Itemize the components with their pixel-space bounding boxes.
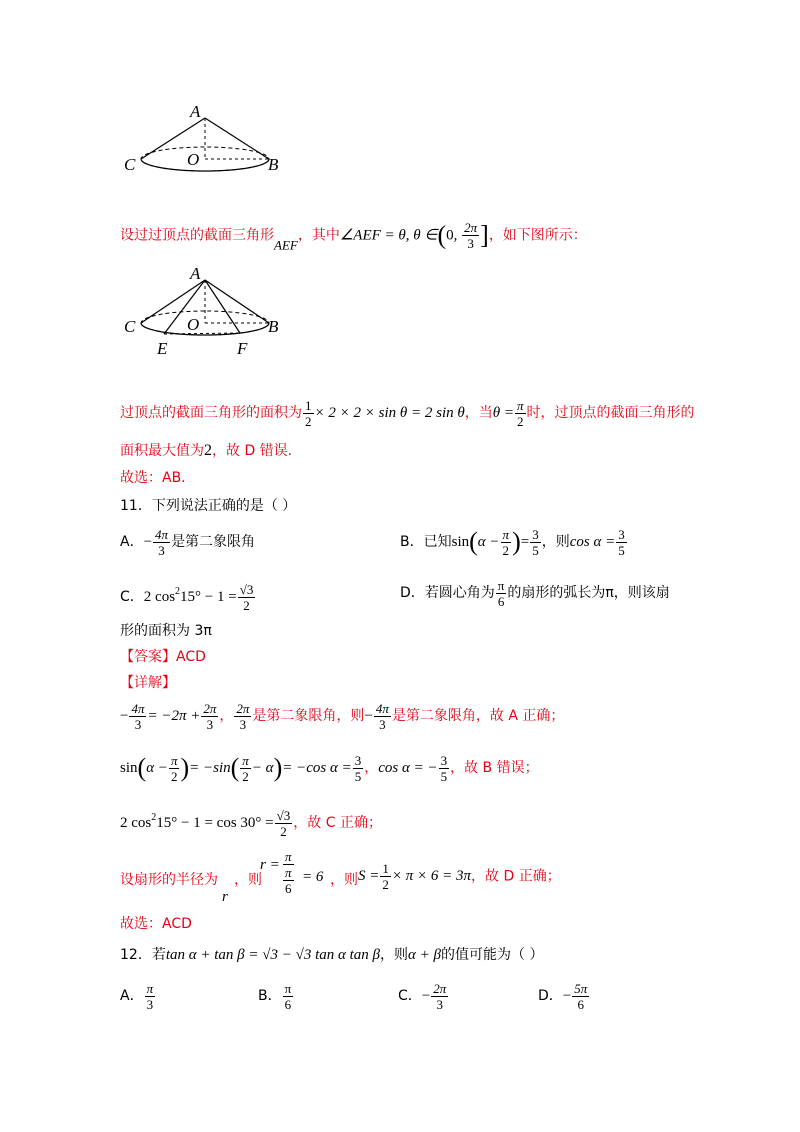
q11-option-d[interactable] (400, 575, 670, 611)
sol-c-num: √3 (276, 807, 291, 823)
option-a-neg: − (143, 534, 153, 550)
cone-base-front (141, 323, 269, 335)
sol-a-eq: = −2π + (147, 708, 201, 724)
max-val: 2 (204, 442, 212, 459)
q11-stem: 11．下列说法正确的是（ ） (120, 498, 297, 514)
q12-b-den: 6 (284, 996, 292, 1012)
pi-num: π (516, 397, 524, 413)
sol-d-tail: ，故 D 正确； (471, 868, 561, 885)
sol-a-n4: 4π (375, 700, 389, 716)
sol-b-sin: sin (120, 760, 138, 776)
label-C: C (124, 317, 136, 336)
solution-b: sin(α − $\frac{\pi}{2}$ )= −sin( $\frac{\pi}{2}$ − α)= −cos α = $\frac{3}{5}$ ，cos α = − $\frac{3}{5}$ ，故 B 错误； (120, 752, 539, 784)
sol-a-d4: 3 (379, 716, 386, 732)
label-B: B (268, 317, 279, 336)
sol-d-six: 6 (285, 881, 292, 896)
option-b-two: 2 (502, 542, 510, 558)
label-F: F (237, 339, 248, 357)
q12-a-den: 3 (146, 996, 154, 1012)
sol-a-neg2: − (364, 708, 373, 724)
q12-tail: ，则 (380, 947, 409, 963)
cone-base-front (141, 159, 269, 171)
sol-b-tail: ，故 B 错误； (450, 760, 539, 776)
area-mid: ，当 (464, 405, 493, 421)
option-b-cos: cos α = (569, 534, 616, 550)
sol-b-d5b: 5 (440, 768, 448, 784)
option-a-text: 是第二象限角 (171, 534, 256, 550)
intro-mid: ，其中 (297, 227, 340, 244)
option-b-pi: π (502, 526, 510, 542)
solution-c (120, 798, 382, 838)
q12-pre: 12．若 (120, 947, 166, 963)
interval-open: 0, (446, 227, 462, 244)
section-cross-section-intro: 设过过顶点的截面三角形AEF，其中∠AEF = θ, θ ∈(0, $\frac{2\pi}{3}$ ]，如下图所示： (120, 220, 587, 253)
interval-upper-den: 3 (467, 236, 474, 251)
option-b-3b: 3 (618, 526, 625, 542)
q12-option-d[interactable] (538, 977, 590, 1015)
option-b-eq: = (520, 534, 530, 550)
sol-c-expr2: 15° − 1 = cos 30° = (156, 815, 274, 831)
option-c-expr: 2 cos (143, 589, 176, 605)
option-b-label: B．已知 (400, 534, 452, 550)
sol-a-d1: 3 (134, 716, 142, 732)
sol-a-n2: 2π (203, 700, 217, 716)
sol-b-n3b: 3 (440, 752, 448, 768)
sol-c-tail: ，故 C 正确； (293, 815, 382, 831)
sol-b-p1: π (170, 752, 178, 768)
label-B: B (268, 155, 279, 174)
sol-d-r-eq: r = (260, 857, 280, 873)
sol-c-expr: 2 cos (120, 815, 152, 831)
sol-d-h2: 2 (382, 877, 389, 892)
answer-label: 【答案】ACD (120, 649, 206, 665)
section-area-formula (120, 396, 695, 430)
label-C: C (124, 155, 136, 174)
sol-b-minus-a: − α (251, 760, 274, 776)
sol-b-eq2: = −cos α = (282, 760, 352, 776)
option-a-den: 3 (158, 542, 165, 558)
sol-a-n3: 2π (236, 700, 250, 716)
sol-d-h1: 1 (382, 861, 389, 876)
q12-option-b[interactable] (258, 977, 294, 1015)
q12-sum: α + β (408, 947, 441, 963)
sol-a-d3: 3 (239, 716, 247, 732)
sol-d-expr: × π × 6 = 3π (391, 868, 472, 884)
q12-b-label: B． (258, 988, 282, 1004)
sol-d-then2: ，则 (330, 872, 358, 888)
option-c-sup: 2 (175, 586, 181, 597)
option-d-text: 的扇形的弧长为π，则该扇 (507, 585, 670, 601)
option-c-num: √3 (239, 581, 254, 597)
q12-c-num: 2π (433, 980, 447, 996)
solution-a (120, 697, 564, 735)
q12-c-label: C． (398, 988, 422, 1004)
option-c-expr2: 15° − 1 = (180, 589, 237, 605)
q12-stem (120, 943, 543, 967)
area-tail: 时，过顶点的截面三角形的 (526, 405, 695, 421)
sol-a-neg: − (120, 708, 129, 724)
sol-d-then: ，则 (234, 872, 262, 888)
sol-b-d5: 5 (354, 768, 362, 784)
q12-expr: tan α + tan β = √3 − √3 tan α tan β (165, 947, 381, 963)
half-den: 2 (305, 413, 312, 429)
sol-a-t1: 是第二象限角，则 (252, 708, 365, 724)
theta-eq: θ = (492, 405, 514, 421)
option-a-label: A． (120, 534, 144, 550)
sol-d-r: r (222, 889, 228, 905)
sol-a-d2: 3 (206, 716, 214, 732)
pi-den: 2 (516, 413, 524, 429)
cone-right-edge (205, 280, 269, 323)
q12-option-a[interactable] (120, 977, 156, 1015)
label-O: O (187, 150, 200, 169)
cone-figure-2 (120, 262, 290, 357)
label-A: A (190, 102, 201, 121)
max-pre: 面积最大值为 (120, 443, 204, 459)
intro-text: 设过过顶点的截面三角形 (120, 227, 274, 244)
sol-d-pi2: π (285, 865, 292, 880)
sol-b-n3: 3 (354, 752, 362, 768)
q11-option-b[interactable]: B．已知sin(α − $\frac{\pi}{2}$ )= $\frac{3}{5}$ ，则cos α = $\frac{3}{5}$ (400, 526, 625, 558)
label-A: A (190, 264, 201, 283)
option-b-alpha: α − (477, 534, 500, 550)
q11-option-a[interactable] (120, 524, 255, 560)
sol-b-t2: 2 (242, 768, 249, 784)
option-d-label: D．若圆心角为 (400, 585, 495, 601)
triangle-subscript: AEF (274, 237, 298, 253)
half-num: 1 (305, 397, 312, 413)
q12-a-num: π (146, 980, 154, 996)
final-choice-11: 故选：ACD (120, 916, 192, 932)
sol-b-eq1: = −sin (189, 760, 231, 776)
section-choice-10: 故选：AB. (120, 470, 186, 486)
cone-right-edge (205, 118, 269, 159)
label-E: E (157, 339, 168, 357)
q12-d-neg: − (562, 988, 572, 1004)
sol-c-sup: 2 (151, 812, 157, 823)
detail-label: 【详解】 (120, 675, 176, 691)
option-c-label: C． (120, 589, 144, 605)
option-b-3: 3 (532, 526, 539, 542)
max-tail: ，故 D 错误. (212, 443, 293, 459)
q12-b-num: π (284, 980, 292, 996)
label-O: O (187, 315, 200, 334)
option-b-sin: sin (451, 534, 470, 550)
q12-c-den: 3 (436, 996, 443, 1012)
option-b-5: 5 (532, 542, 539, 558)
area-expr: × 2 × 2 × sin θ = 2 sin θ (314, 405, 465, 421)
sol-d-pi1: π (285, 849, 292, 864)
q12-d-den: 6 (577, 996, 584, 1012)
q11-option-c[interactable] (120, 573, 256, 611)
sol-d-eq6: = 6 (302, 869, 324, 885)
sol-b-p2: π (242, 752, 249, 768)
option-a-num: 4π (155, 526, 169, 542)
interval-upper-num: 2π (464, 220, 478, 235)
q12-d-label: D． (538, 988, 563, 1004)
section-max-area (120, 440, 292, 462)
sol-a-n1: 4π (131, 700, 145, 716)
sol-a-t2: 是第二象限角，故 A 正确； (391, 708, 565, 724)
sol-b-alpha: α − (146, 760, 168, 776)
option-d-six: 6 (497, 593, 505, 609)
sol-b-comma: ， (364, 760, 379, 776)
option-c-den: 2 (243, 597, 250, 613)
sol-a-comma: ， (219, 708, 234, 724)
q12-d-num: 5π (574, 980, 588, 996)
option-b-5b: 5 (618, 542, 625, 558)
option-b-then: ，则 (541, 534, 570, 550)
sol-c-den: 2 (280, 823, 287, 839)
intro-tail: ，如下图所示： (488, 227, 587, 244)
section-edge-AF (205, 280, 240, 333)
sol-d-S: S = (358, 868, 380, 884)
area-pre: 过顶点的截面三角形的面积为 (120, 405, 302, 421)
angle-expr: ∠AEF = θ, θ ∈ (339, 227, 438, 244)
q12-end: 的值可能为（ ） (441, 947, 544, 963)
q11-option-d-cont: 形的面积为 3π (120, 623, 212, 639)
sol-d-pre: 设扇形的半径为 (120, 872, 218, 888)
sol-b-t1: 2 (170, 768, 178, 784)
q12-option-c[interactable] (398, 977, 449, 1015)
cone-figure-1 (120, 100, 290, 190)
sol-b-cos: cos α = − (378, 760, 438, 776)
option-d-pi: π (497, 577, 505, 593)
q12-c-neg: − (421, 988, 431, 1004)
q12-a-label: A． (120, 988, 144, 1004)
